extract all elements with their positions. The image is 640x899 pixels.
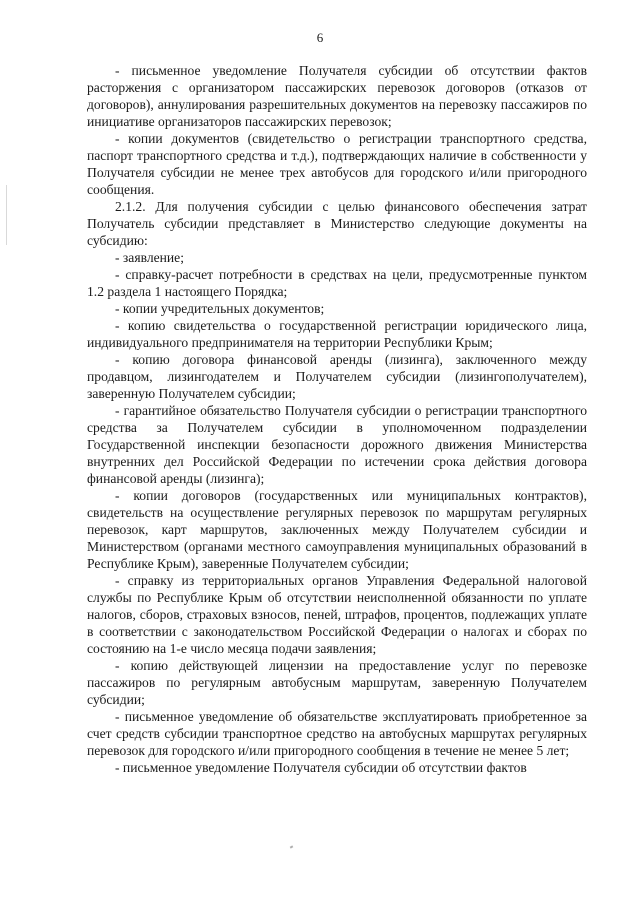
paragraph-guarantee-obligation: - гарантийное обязательство Получателя субсидии о регистрации транспортного средства за Получателем субсидии в уполномоченном подразделении Государственной инспекции безопасности дорожного движения Министерства внутренних дел Российской Федерации по истечении срока действия договора финансовой аренды (лизинга); — [87, 403, 587, 486]
paragraph-tax-certificate: - справку из территориальных органов Управления Федеральной налоговой службы по Республике Крым об отсутствии неисполненной обязанности по уплате налогов, сборов, страховых взносов, пеней, штрафов, процентов, подлежащих уплате в соответствии с законодательством Российской Федерации о налогах и сборах по состоянию на 1-е число месяца подачи заявления; — [87, 573, 587, 656]
paragraph-operation-obligation: - письменное уведомление об обязательстве эксплуатировать приобретенное за счет средств субсидии транспортное средство на автобусных маршрутах регулярных перевозок для городского и/или пригородного сообщения в течение не менее 5 лет; — [87, 709, 587, 758]
paragraph-leasing-contract: - копию договора финансовой аренды (лизинга), заключенного между продавцом, лизингодателем и Получателем субсидии (лизингополучателем), заверенную Получателем субсидии; — [87, 352, 587, 401]
paragraph-notice-continued: - письменное уведомление Получателя субсидии об отсутствии фактов — [115, 760, 527, 775]
paragraph-vehicle-documents: - копии документов (свидетельство о регистрации транспортного средства, паспорт транспортного средства и т.д.), подтверждающих наличие в собственности у Получателя субсидии не менее трех автобусов для городского и/или пригородного сообщения. — [87, 131, 587, 197]
scan-artifact-line — [6, 185, 7, 245]
paragraph-registration-certificate: - копию свидетельства о государственной регистрации юридического лица, индивидуального предпринимателя на территории Республики Крым; — [87, 318, 587, 350]
page-number: 6 — [316, 30, 324, 45]
document-body — [87, 62, 587, 776]
paragraph-needs-calculation: - справку-расчет потребности в средствах на цели, предусмотренные пунктом 1.2 раздела 1 настоящего Порядка; — [87, 267, 587, 299]
paragraph-founding-documents: - копии учредительных документов; — [115, 301, 325, 316]
paragraph-contracts-copies: - копии договоров (государственных или муниципальных контрактов), свидетельств на осуществление регулярных перевозок по маршрутам регулярных перевозок, карт маршрутов, заключенных между Получателем субсидии и Министерством (органами местного самоуправления муниципальных образований в Республике Крым), заверенные Получателем субсидии; — [87, 488, 587, 571]
paragraph-application: - заявление; — [115, 250, 184, 265]
paragraph-license-copy: - копию действующей лицензии на предоставление услуг по перевозке пассажиров по регулярным автобусным маршрутам, заверенную Получателем субсидии; — [87, 658, 587, 707]
paragraph-notice-no-termination: - письменное уведомление Получателя субсидии об отсутствии фактов расторжения с организатором пассажирских перевозок договоров (отказов от договоров), аннулирования разрешительных документов на перевозку пассажиров по инициативе организаторов пассажирских перевозок; — [87, 63, 587, 129]
scan-artifact-speck — [290, 845, 294, 848]
paragraph-section-2-1-2: 2.1.2. Для получения субсидии с целью финансового обеспечения затрат Получатель субсидии представляет в Министерство следующие документы на субсидию: — [87, 199, 587, 248]
